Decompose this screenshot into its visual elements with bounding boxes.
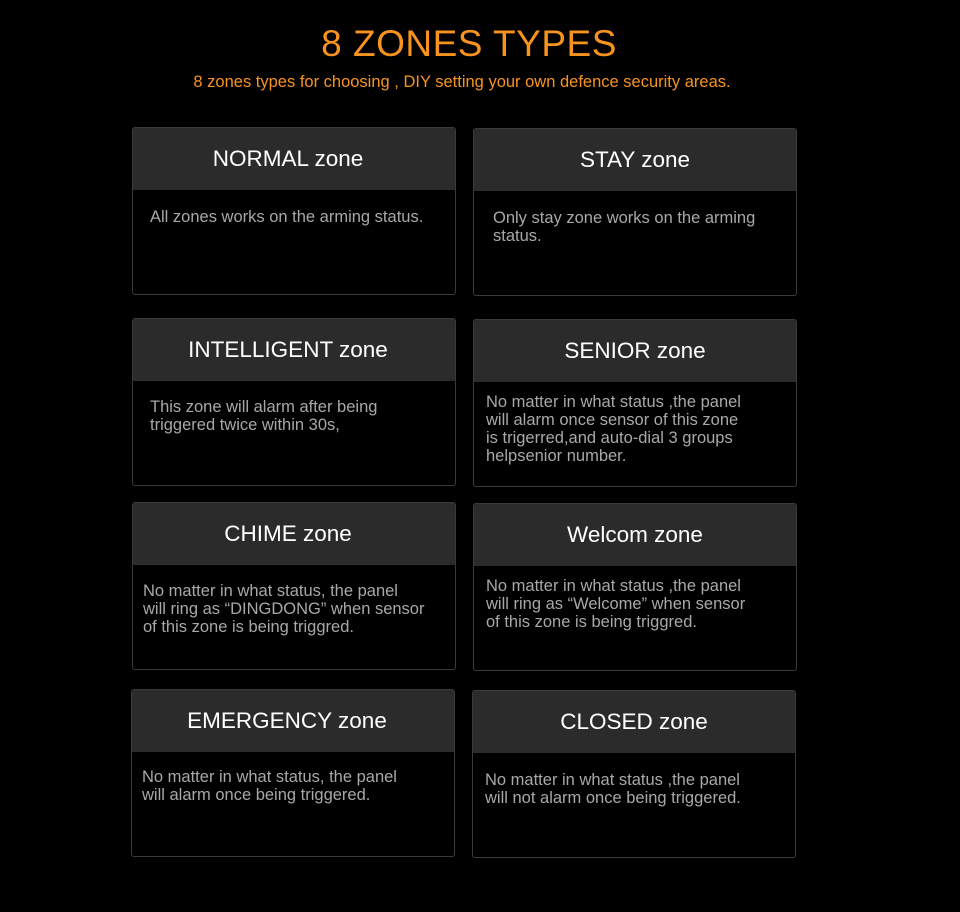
zone-card-title: EMERGENCY zone xyxy=(132,690,454,752)
zone-card-emergency xyxy=(131,689,455,857)
zone-card-intelligent xyxy=(132,318,456,486)
zone-card-title: Welcom zone xyxy=(474,504,796,566)
zone-card-title: SENIOR zone xyxy=(474,320,796,382)
zone-card-description: No matter in what status ,the panel will not alarm once being triggered. xyxy=(485,771,741,807)
zone-card-description: No matter in what status ,the panel will ring as “Welcome” when sensor of this zone is being triggred. xyxy=(486,577,746,631)
zone-card-stay xyxy=(473,128,797,296)
zone-card-chime xyxy=(132,502,456,670)
zone-card-title: CLOSED zone xyxy=(473,691,795,753)
zone-card-description: No matter in what status, the panel will ring as “DINGDONG” when sensor of this zone is being triggred. xyxy=(143,582,425,636)
page-title: 8 ZONES TYPES xyxy=(321,23,617,64)
zone-card-title: NORMAL zone xyxy=(133,128,455,190)
zone-card-senior xyxy=(473,319,797,487)
zone-card-description: All zones works on the arming status. xyxy=(150,208,424,226)
zone-card-title: CHIME zone xyxy=(133,503,455,565)
zone-card-description: This zone will alarm after being triggered twice within 30s, xyxy=(150,398,378,434)
zone-card-title: STAY zone xyxy=(474,129,796,191)
zone-card-description: No matter in what status ,the panel will alarm once sensor of this zone is trigerred,and auto-dial 3 groups helpsenior number. xyxy=(486,393,741,465)
zone-card-normal xyxy=(132,127,456,295)
zone-card-title: INTELLIGENT zone xyxy=(133,319,455,381)
page-subtitle: 8 zones types for choosing , DIY setting your own defence security areas. xyxy=(193,73,731,91)
zone-card-description: No matter in what status, the panel will alarm once being triggered. xyxy=(142,768,397,804)
zone-card-welcom xyxy=(473,503,797,671)
zone-card-description: Only stay zone works on the arming status. xyxy=(493,209,756,245)
zone-card-closed xyxy=(472,690,796,858)
